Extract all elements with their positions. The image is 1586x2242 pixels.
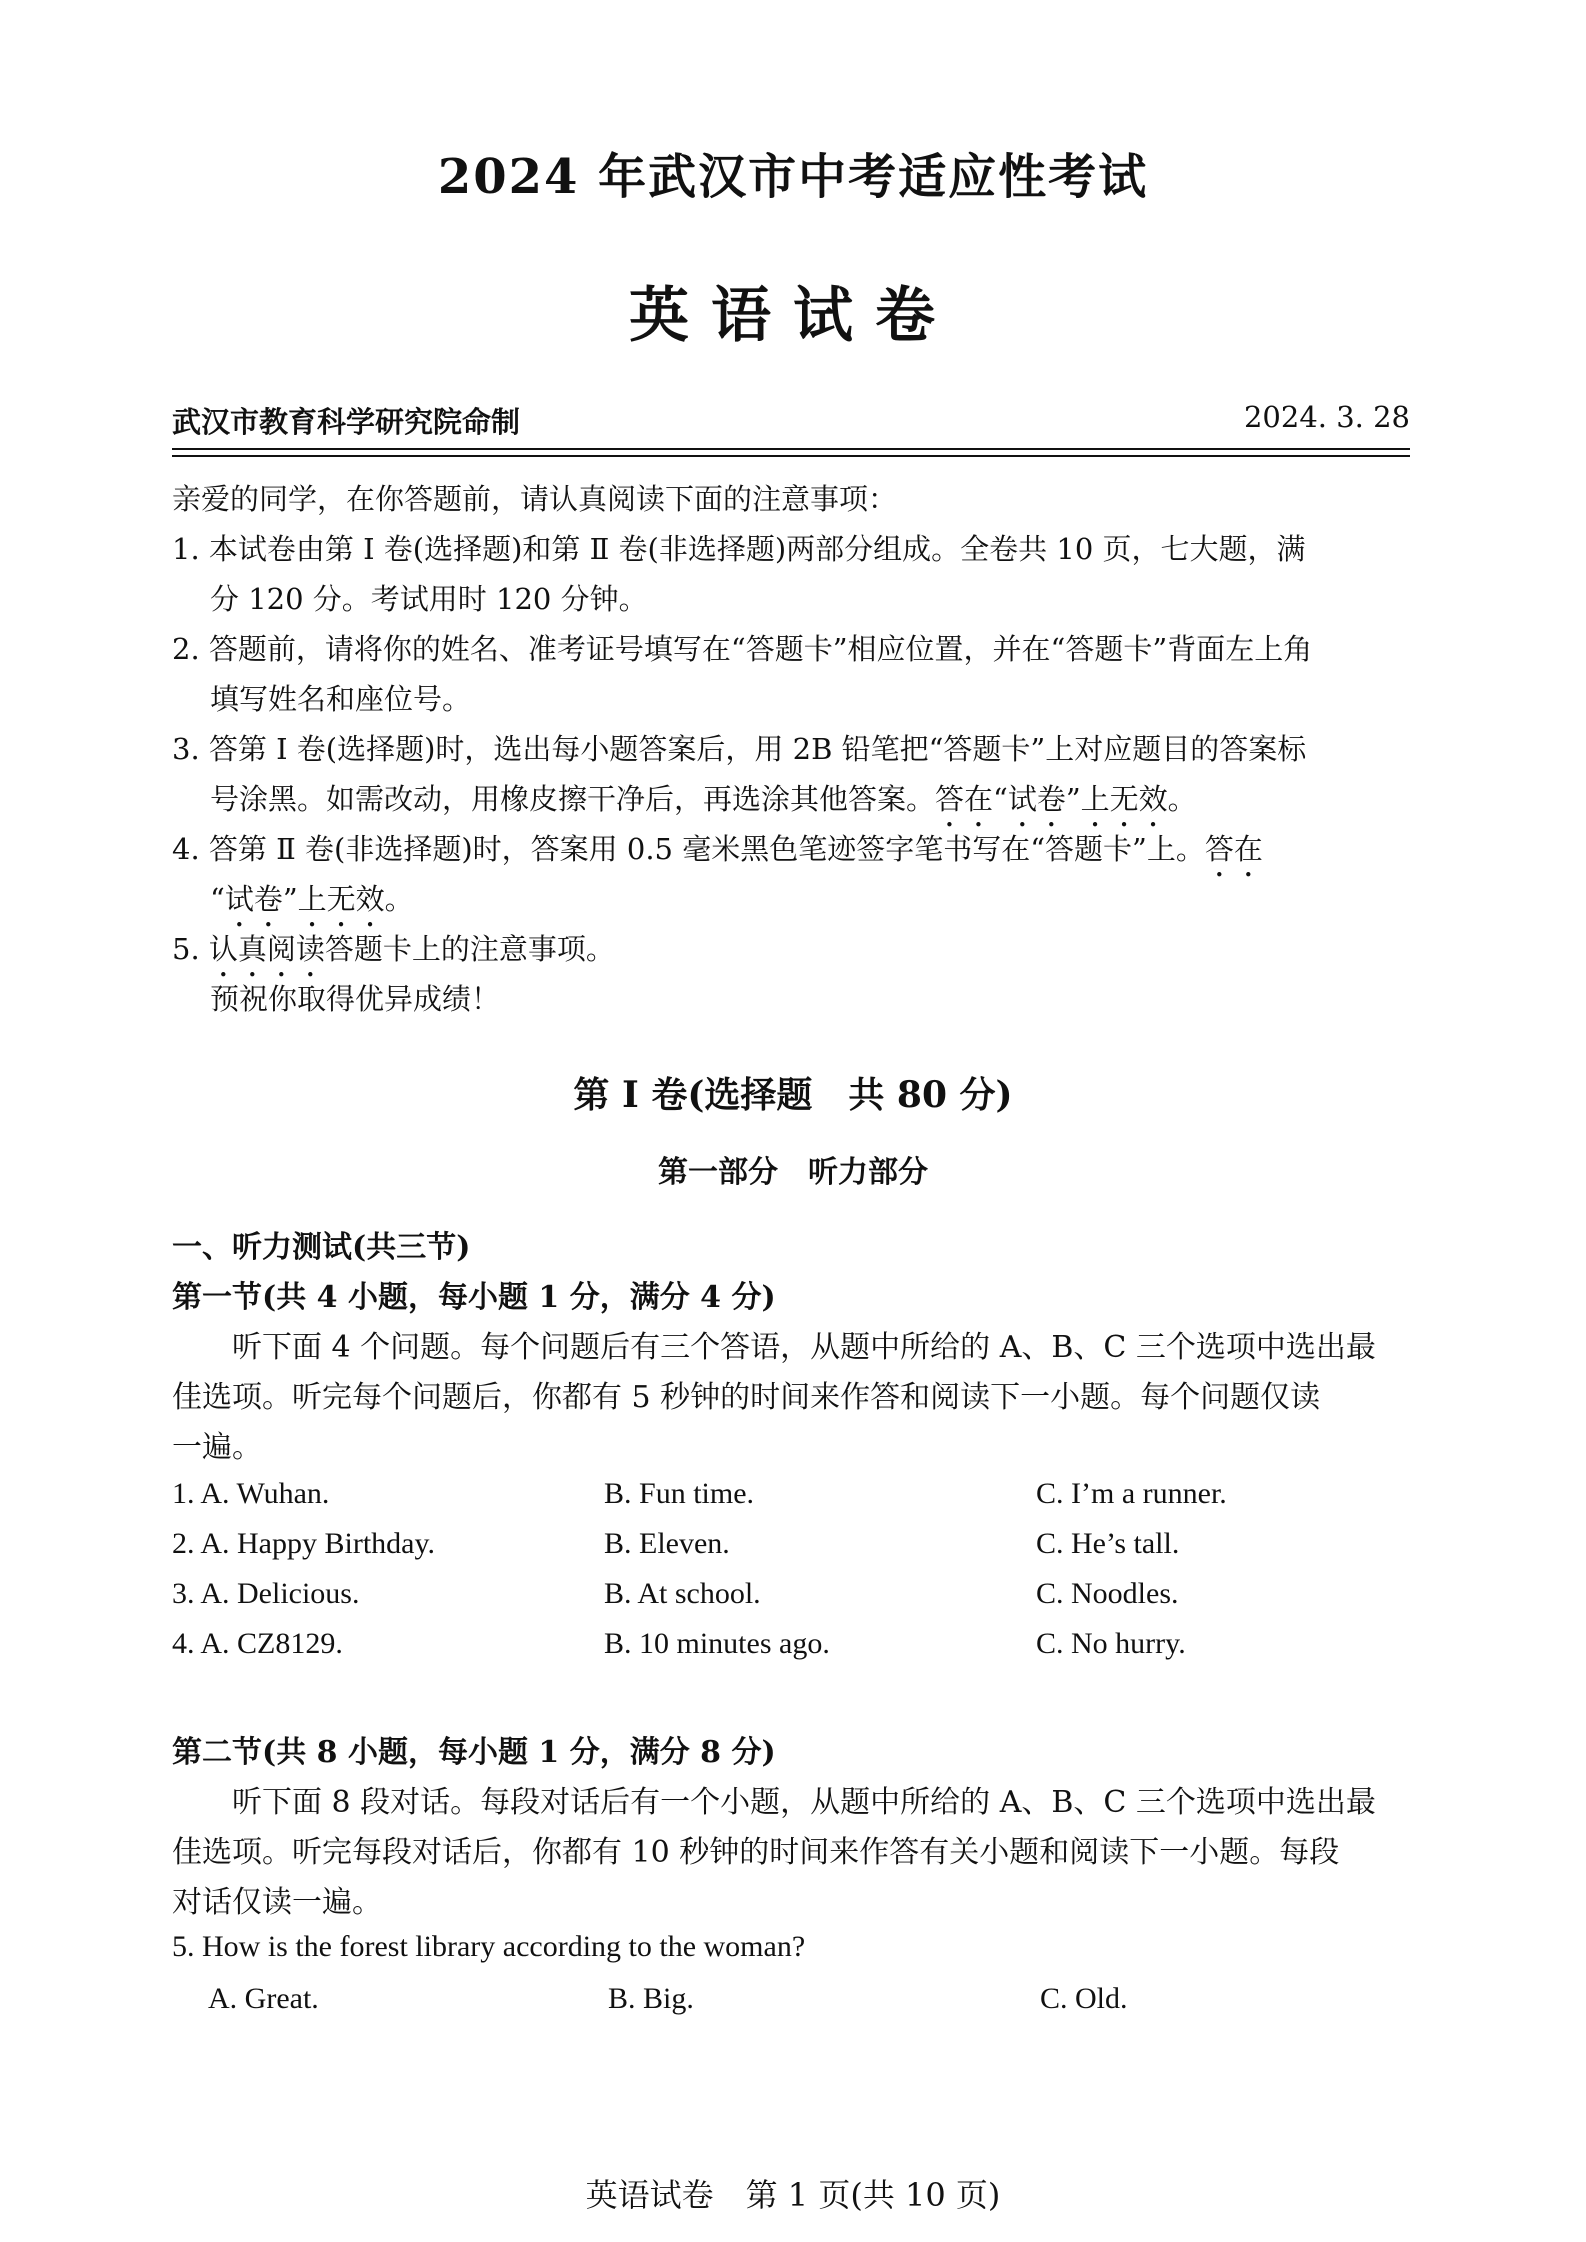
section-2-heading: 第二节(共 8 小题，每小题 1 分，满分 8 分) [172, 1735, 776, 1770]
exam-date: 2024. 3. 28 [1243, 400, 1410, 434]
notice-item-4-line-2 [210, 877, 414, 934]
notice-item-3-line-2 [210, 777, 1197, 834]
notice-item-5-prefix: 5. [172, 932, 209, 966]
listening-heading: 一、听力测试(共三节) [172, 1230, 471, 1265]
volume-title: 第 Ⅰ 卷(选择题 共 80 分) [573, 1074, 1013, 1116]
question-2-option-a: 2. A. Happy Birthday. [172, 1527, 436, 1560]
notice-item-3-emphasis: 答在“试卷”上无效。 [935, 782, 1197, 816]
notice-item-2-line-2: 填写姓名和座位号。 [210, 682, 472, 716]
notice-item-5 [172, 927, 615, 984]
question-3-option-b: B. At school. [604, 1577, 761, 1610]
question-3-option-c: C. Noodles. [1036, 1577, 1179, 1610]
section-1-heading: 第一节(共 4 小题，每小题 1 分，满分 4 分) [172, 1280, 776, 1315]
notice-item-4-emphasis-2: “试卷”上无效。 [210, 882, 414, 916]
notice-item-1-line-1: 1. 本试卷由第 Ⅰ 卷(选择题)和第 Ⅱ 卷(非选择题)两部分组成。全卷共 10 页，七大题，满 [172, 532, 1306, 566]
question-1-option-b: B. Fun time. [604, 1477, 755, 1510]
section-1-instruction-line-3: 一遍。 [172, 1430, 262, 1465]
notice-item-2-line-1: 2. 答题前，请将你的姓名、准考证号填写在“答题卡”相应位置，并在“答题卡”背面左上角 [172, 632, 1313, 666]
section-2-instruction-line-3: 对话仅读一遍。 [172, 1885, 382, 1920]
part-title: 第一部分 听力部分 [658, 1155, 928, 1190]
notice-item-5-emphasis: 认真阅读 [208, 932, 325, 966]
question-4-option-b: B. 10 minutes ago. [604, 1627, 830, 1660]
page-footer: 英语试卷 第 1 页(共 10 页) [585, 2176, 1001, 2214]
notice-item-3-text: 号涂黑。如需改动，用橡皮擦干净后，再选涂其他答案。 [210, 782, 936, 816]
question-5-option-a: A. Great. [208, 1982, 319, 2015]
notice-item-4-emphasis-1: 答在 [1204, 832, 1263, 866]
question-5-option-b: B. Big. [608, 1982, 694, 2015]
exam-title: 2024 年武汉市中考适应性考试 [437, 149, 1149, 205]
header-rule-bottom [172, 455, 1410, 457]
notice-item-3-line-1: 3. 答第 Ⅰ 卷(选择题)时，选出每小题答案后，用 2B 铅笔把“答题卡”上对应题目的答案标 [172, 732, 1307, 766]
question-5-option-c: C. Old. [1040, 1982, 1128, 2015]
notice-intro: 亲爱的同学，在你答题前，请认真阅读下面的注意事项： [172, 482, 898, 516]
notice-item-4-line-1 [172, 827, 1263, 884]
header-rule-top [172, 448, 1410, 450]
section-1-instruction-line-2: 佳选项。听完每个问题后，你都有 5 秒钟的时间来作答和阅读下一小题。每个问题仅读 [172, 1380, 1321, 1415]
exam-subtitle: 英语试卷 [629, 281, 957, 351]
question-5-stem: 5. How is the forest library according to the woman? [172, 1930, 806, 1963]
section-1-instruction-line-1: 听下面 4 个问题。每个问题后有三个答语，从题中所给的 A、B、C 三个选项中选出最 [232, 1330, 1376, 1365]
question-1-option-a: 1. A. Wuhan. [172, 1477, 330, 1510]
section-2-instruction-line-2: 佳选项。听完每段对话后，你都有 10 秒钟的时间来作答有关小题和阅读下一小题。每段 [172, 1835, 1340, 1870]
question-3-option-a: 3. A. Delicious. [172, 1577, 360, 1610]
notice-item-5-text: 答题卡上的注意事项。 [324, 932, 615, 966]
question-4-option-c: C. No hurry. [1036, 1627, 1186, 1660]
question-4-option-a: 4. A. CZ8129. [172, 1627, 343, 1660]
question-2-option-c: C. He’s tall. [1036, 1527, 1180, 1560]
issuer: 武汉市教育科学研究院命制 [172, 405, 521, 439]
notice-wish: 预祝你取得优异成绩！ [210, 982, 501, 1016]
question-1-option-c: C. I’m a runner. [1036, 1477, 1227, 1510]
section-2-instruction-line-1: 听下面 8 段对话。每段对话后有一个小题，从题中所给的 A、B、C 三个选项中选出最 [232, 1785, 1376, 1820]
notice-item-1-line-2: 分 120 分。考试用时 120 分钟。 [210, 582, 648, 616]
notice-item-4-text: 4. 答第 Ⅱ 卷(非选择题)时，答案用 0.5 毫米黑色笔迹签字笔书写在“答题卡”上。 [172, 832, 1205, 866]
question-2-option-b: B. Eleven. [604, 1527, 730, 1560]
